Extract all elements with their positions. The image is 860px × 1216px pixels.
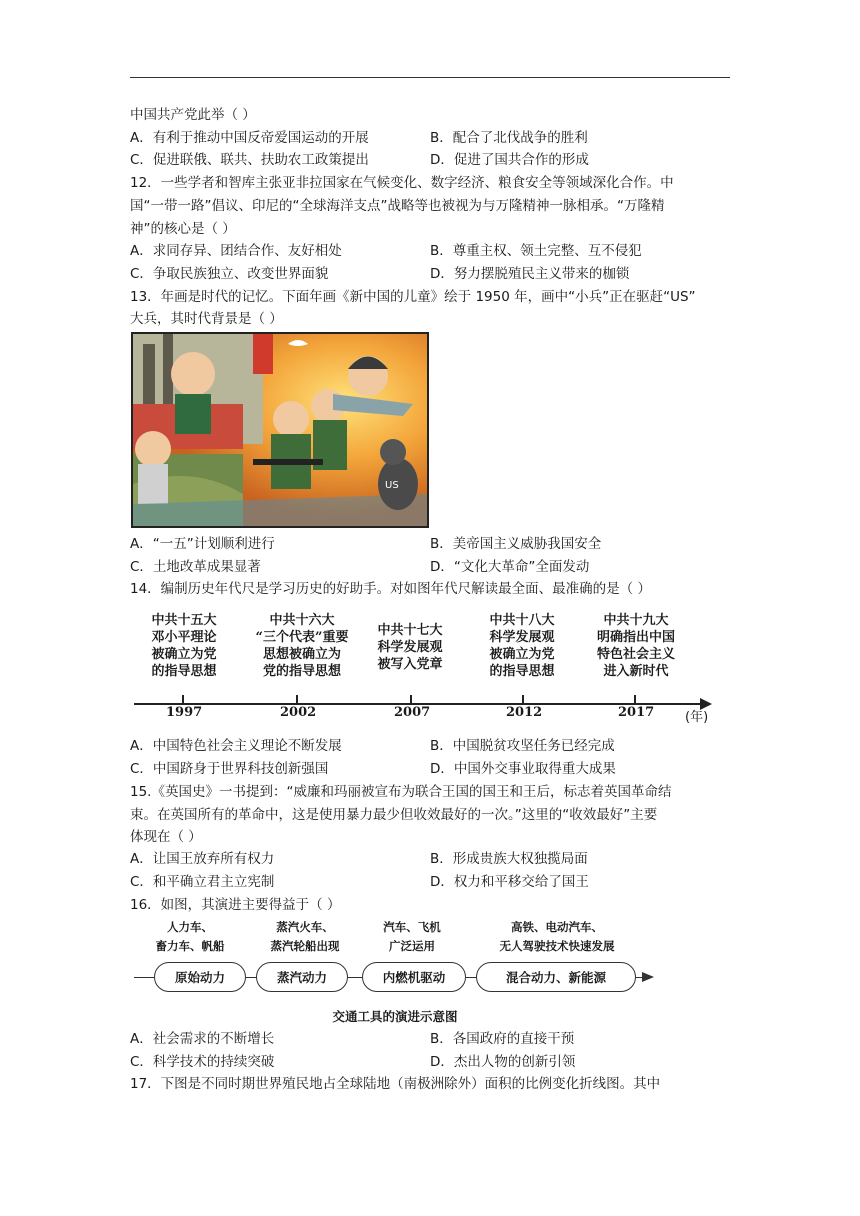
- diagram-caption: 交通工具的演进示意图: [332, 1009, 458, 1024]
- q15-stem-line2: 束。在英国所有的革命中，这是使用暴力最少但收效最好的一次。”这里的“收效最好”主要: [130, 807, 658, 823]
- transport-arrow-icon: [642, 972, 654, 982]
- q15-option-b[interactable]: B．形成贵族大权独揽局面: [430, 851, 588, 867]
- q13-option-a[interactable]: A．“一五”计划顺利进行: [130, 536, 275, 552]
- q14-option-c[interactable]: C．中国跻身于世界科技创新强国: [130, 761, 329, 777]
- q16-stem: 16．如图，其演进主要得益于（ ）: [130, 897, 341, 913]
- q15-stem-line1: 15.《英国史》一书提到：“威廉和玛丽被宣布为联合王国的国王和王后，标志着英国革命结: [130, 784, 672, 800]
- new-china-children-painting: [131, 332, 429, 528]
- q15-stem-line3: 体现在（ ）: [130, 829, 202, 845]
- q14-stem: 14．编制历史年代尺是学习历史的好助手。对如图年代尺解读最全面、最准确的是（ ）: [130, 581, 651, 597]
- timeline-label-2012: 中共十八大 科学发展观 被确立为党 的指导思想: [489, 613, 555, 679]
- stage-1-pill: 原始动力: [154, 962, 246, 992]
- stage-3-pill: 内燃机驱动: [362, 962, 466, 992]
- party-congress-timeline: [130, 612, 720, 727]
- timeline-unit: (年): [685, 710, 709, 725]
- q16-option-c[interactable]: C．科学技术的持续突破: [130, 1054, 275, 1070]
- q12-option-a[interactable]: A．求同存异、团结合作、友好相处: [130, 243, 342, 259]
- timeline-label-1997: 中共十五大 邓小平理论 被确立为党 的指导思想: [151, 613, 217, 679]
- q12-stem-line3: 神”的核心是（ ）: [130, 221, 236, 237]
- q11-stem: 中国共产党此举（ ）: [130, 107, 256, 123]
- q14-option-d[interactable]: D．中国外交事业取得重大成果: [430, 761, 616, 777]
- timeline-year: 1997: [166, 705, 203, 720]
- q13-option-b[interactable]: B．美帝国主义威胁我国安全: [430, 536, 602, 552]
- timeline-year: 2012: [506, 705, 543, 720]
- q16-option-a[interactable]: A．社会需求的不断增长: [130, 1031, 275, 1047]
- timeline-year: 2007: [394, 705, 431, 720]
- timeline-label-2002: 中共十六大 “三个代表”重要 思想被确立为 党的指导思想: [255, 613, 349, 679]
- q13-option-d[interactable]: D．“文化大革命”全面发动: [430, 559, 590, 575]
- stage-4-pill: 混合动力、新能源: [476, 962, 636, 992]
- q14-option-a[interactable]: A．中国特色社会主义理论不断发展: [130, 738, 342, 754]
- q12-option-c[interactable]: C．争取民族独立、改变世界面貌: [130, 266, 329, 282]
- q17-stem-line1: 17．下图是不同时期世界殖民地占全球陆地（南极洲除外）面积的比例变化折线图。其中: [130, 1076, 661, 1092]
- q11-option-a[interactable]: A．有利于推动中国反帝爱国运动的开展: [130, 130, 369, 146]
- timeline-year: 2002: [280, 705, 317, 720]
- timeline-tick: [296, 695, 298, 703]
- timeline-tick: [634, 695, 636, 703]
- timeline-tick: [410, 695, 412, 703]
- q11-option-d[interactable]: D．促进了国共合作的形成: [430, 152, 589, 168]
- q12-stem-line2: 国“一带一路”倡议、印尼的“全球海洋支点”战略等也被视为与万隆精神一脉相承。“万隆精: [130, 198, 665, 214]
- timeline-year: 2017: [618, 705, 655, 720]
- q12-option-b[interactable]: B．尊重主权、领土完整、互不侵犯: [430, 243, 642, 259]
- q16-option-d[interactable]: D．杰出人物的创新引领: [430, 1054, 576, 1070]
- q12-option-d[interactable]: D．努力摆脱殖民主义带来的枷锁: [430, 266, 630, 282]
- stage-1-examples: 人力车、 畜力车、帆船: [155, 920, 225, 953]
- timeline-tick: [182, 695, 184, 703]
- q13-option-c[interactable]: C．土地改革成果显著: [130, 559, 261, 575]
- q13-stem-line1: 13．年画是时代的记忆。下面年画《新中国的儿童》绘于 1950 年，画中“小兵”正在驱赶“US”: [130, 289, 696, 305]
- timeline-label-2007: 中共十七大 科学发展观 被写入党章: [377, 623, 443, 672]
- q15-option-c[interactable]: C．和平确立君主立宪制: [130, 874, 275, 890]
- stage-2-pill: 蒸汽动力: [256, 962, 348, 992]
- timeline-label-2017: 中共十九大 明确指出中国 特色社会主义 进入新时代: [596, 613, 675, 679]
- q15-option-a[interactable]: A．让国王放弃所有权力: [130, 851, 275, 867]
- us-badge-text: US: [385, 480, 399, 491]
- q13-stem-line2: 大兵，其时代背景是（ ）: [130, 311, 283, 327]
- q15-option-d[interactable]: D．权力和平移交给了国王: [430, 874, 589, 890]
- q16-option-b[interactable]: B．各国政府的直接干预: [430, 1031, 575, 1047]
- q14-option-b[interactable]: B．中国脱贫攻坚任务已经完成: [430, 738, 615, 754]
- timeline-tick: [522, 695, 524, 703]
- q11-option-b[interactable]: B．配合了北伐战争的胜利: [430, 130, 588, 146]
- q11-option-c[interactable]: C．促进联俄、联共、扶助农工政策提出: [130, 152, 369, 168]
- stage-3-examples: 汽车、飞机 广泛运用: [383, 920, 441, 953]
- header-rule: [130, 77, 730, 78]
- q12-stem-line1: 12．一些学者和智库主张亚非拉国家在气候变化、数字经济、粮食安全等领域深化合作。中: [130, 175, 674, 191]
- stage-4-examples: 高铁、电动汽车、 无人驾驶技术快速发展: [499, 920, 615, 953]
- stage-2-examples: 蒸汽火车、 蒸汽轮船出现: [270, 920, 340, 953]
- transport-evolution-diagram: [130, 918, 660, 1024]
